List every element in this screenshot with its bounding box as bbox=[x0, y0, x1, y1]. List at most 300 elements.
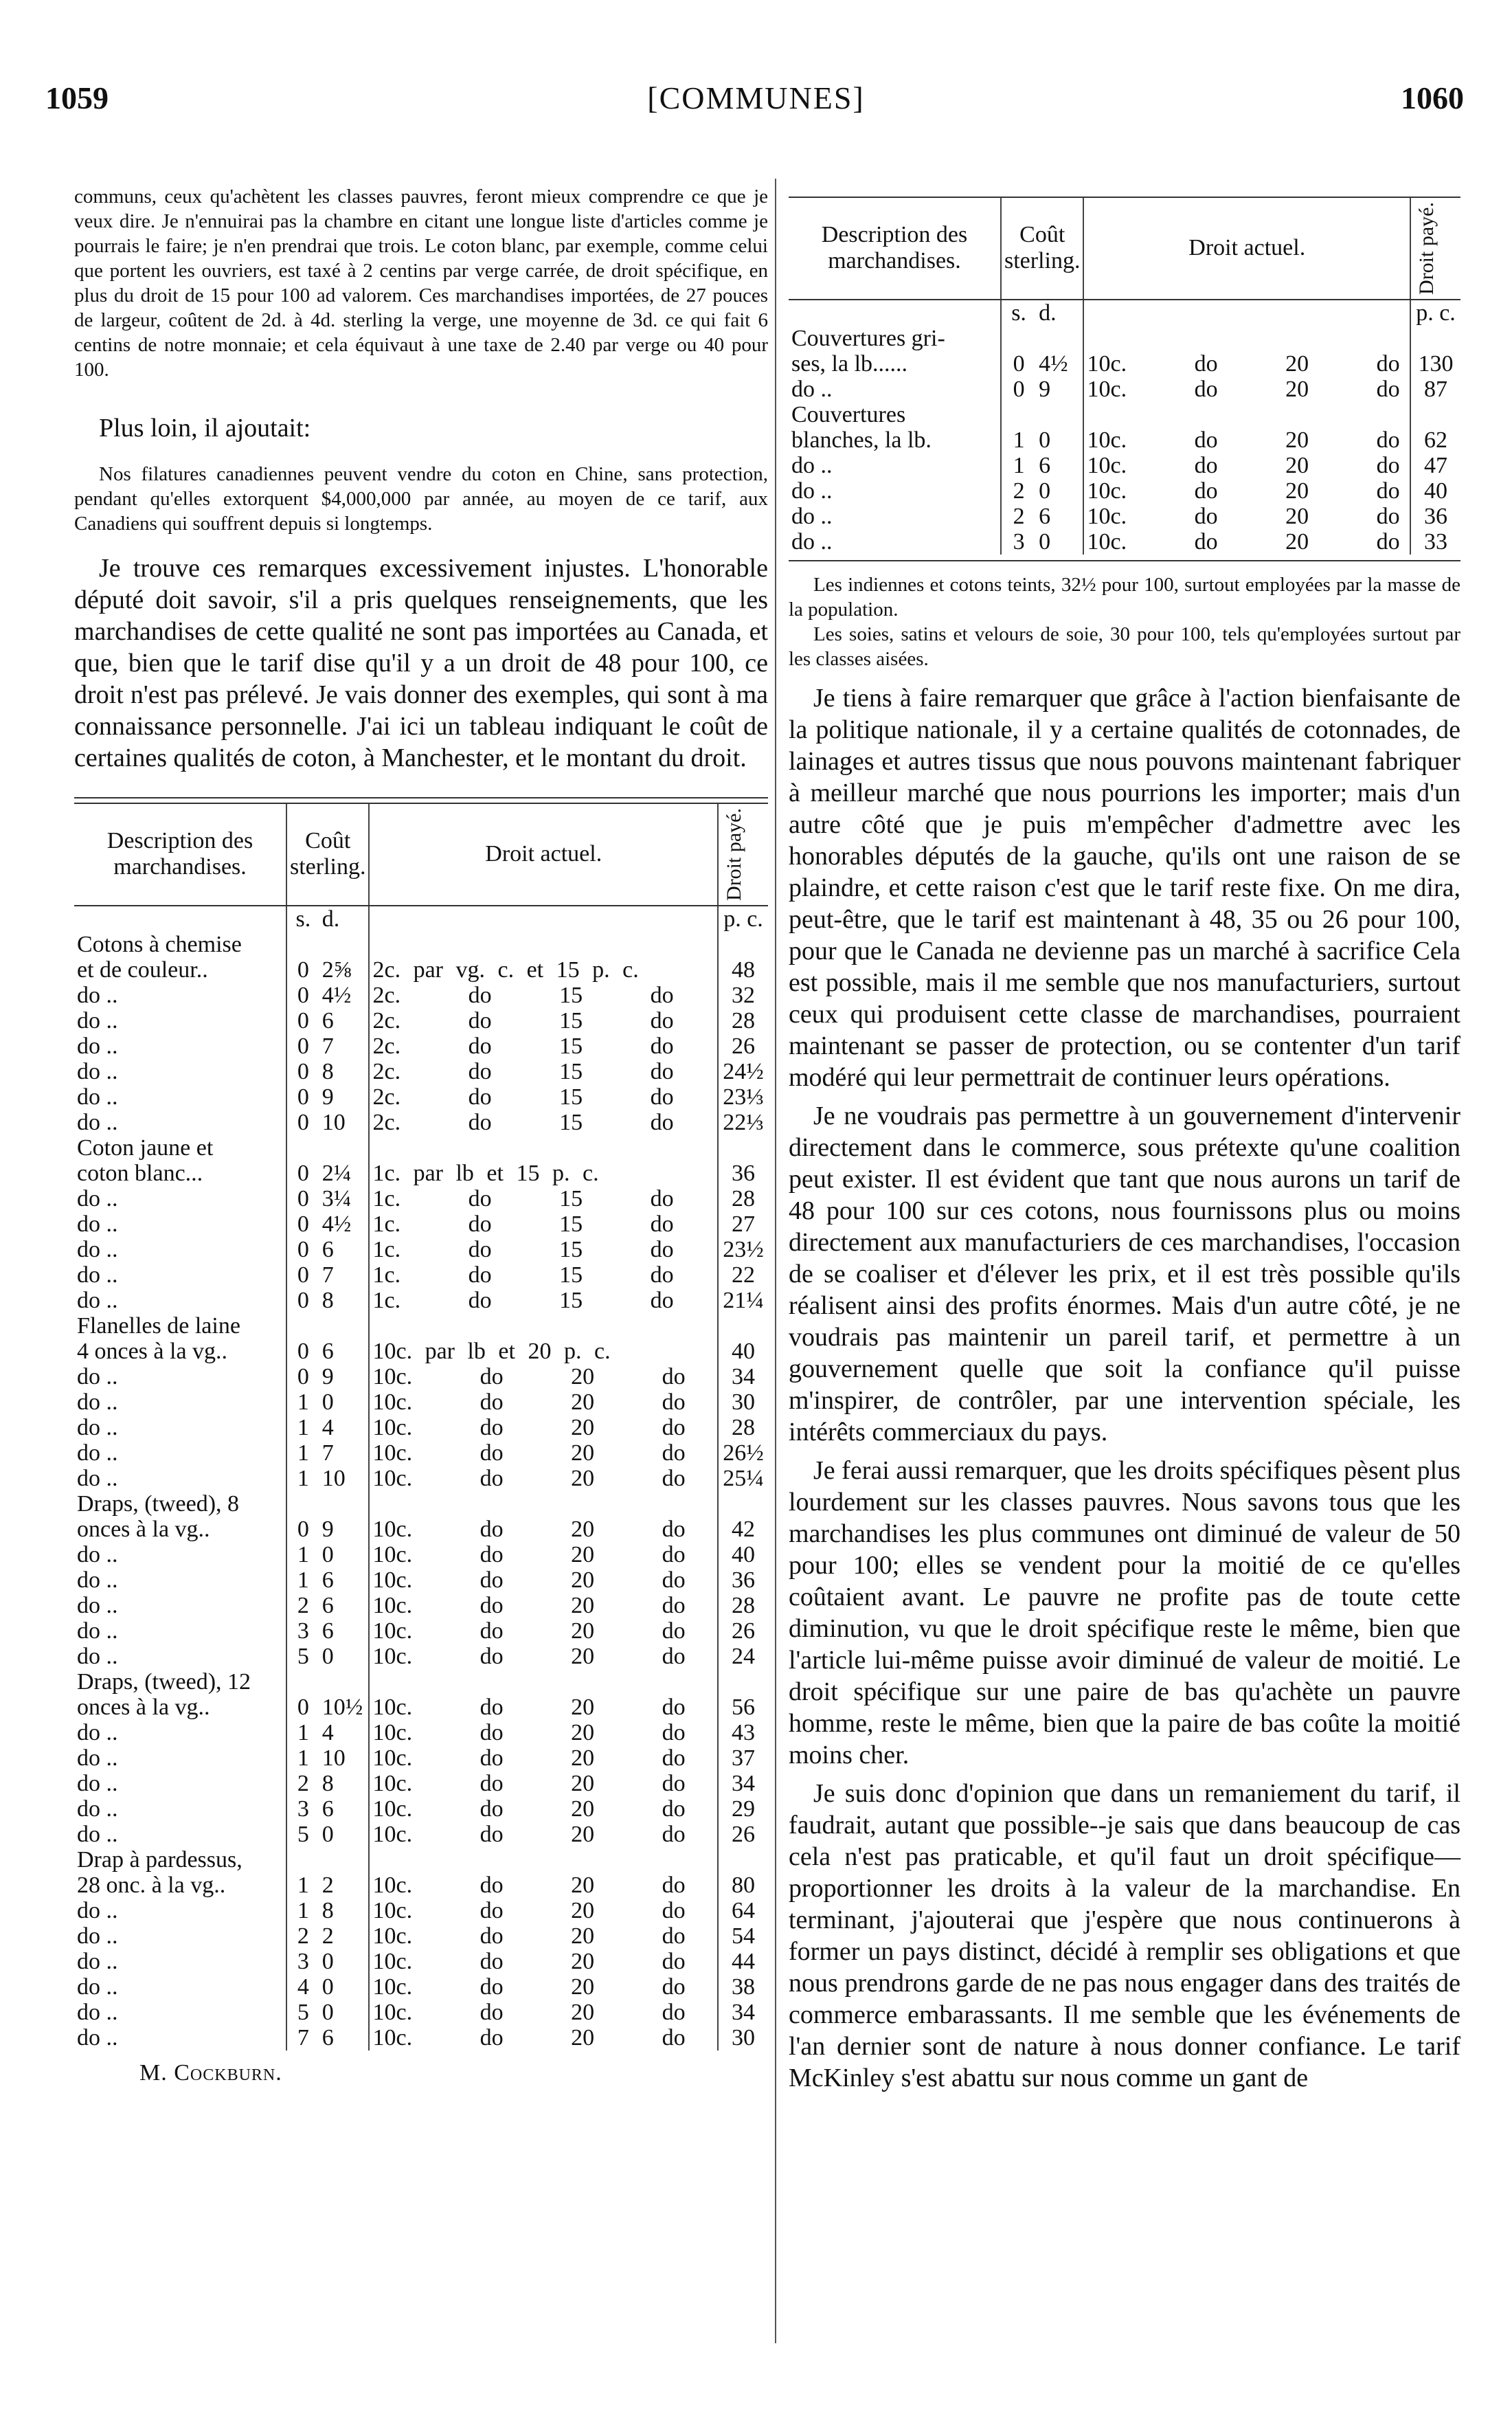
cell-paid: 22 bbox=[718, 1262, 768, 1288]
table-row bbox=[74, 1847, 768, 1873]
cell-paid: 22⅓ bbox=[718, 1110, 768, 1135]
cell-duty: 2c. do 15 do bbox=[369, 1110, 718, 1135]
cell-shillings bbox=[286, 1491, 319, 1517]
cell-pence bbox=[319, 932, 370, 957]
cell-description: do .. bbox=[77, 1185, 118, 1211]
cell-description: onces à la vg.. bbox=[77, 1694, 210, 1720]
cell-description: Couvertures gri- bbox=[791, 325, 945, 351]
cell-shillings: 0 bbox=[286, 957, 319, 983]
cell-shillings bbox=[286, 1135, 319, 1161]
cell-paid: 40 bbox=[718, 1339, 768, 1364]
cell-pence: 10 bbox=[321, 1465, 346, 1491]
cell-pence: 9 bbox=[321, 1516, 334, 1542]
table-row bbox=[789, 377, 1460, 402]
paragraph: Plus loin, il ajoutait: bbox=[99, 414, 311, 443]
cell-description: do .. bbox=[77, 1440, 118, 1466]
cell-paid: 47 bbox=[1410, 453, 1460, 478]
cell-duty: 10c. do 20 do bbox=[369, 1517, 718, 1542]
cell-paid: 40 bbox=[1410, 478, 1460, 504]
unit-pence: d. bbox=[321, 906, 340, 932]
cell-duty: 2c. do 15 do bbox=[369, 1033, 718, 1059]
cell-duty: 10c. do 20 do bbox=[369, 1822, 718, 1847]
table-row bbox=[74, 983, 768, 1008]
table-row bbox=[789, 402, 1460, 427]
cell-description: do .. bbox=[77, 1033, 118, 1059]
cell-duty: 10c. do 20 do bbox=[369, 2000, 718, 2025]
table-row bbox=[74, 1771, 768, 1796]
cell-pence: 0 bbox=[321, 1389, 334, 1415]
cell-description: do .. bbox=[77, 1974, 118, 2000]
paragraph: Je tiens à faire remarquer que grâce à l'action bienfaisante de la politique nationale, il y a certaine qualités de cotonnades, de lainages et autres tissus que nous pouvons maintenant fabriquer à meilleur marché que nous pourrions les importer; mais d'un autre côté que je puis m'empêcher d'admettre avec les honorables députés de la gauche, qu'ils ont une raison de se plaindre, et cette raison c'est que le tarif reste fixe. On me dira, peut-être, que le tarif est maintenant à 48, 35 ou 26 pour 100, pour que le Canada ne devienne pas un marché à sacrifice Cela est possible, mais il me semble que nos manufacturiers, surtout ceux qui produisent cette classe de marchandises, pourraient maintenant se passer de protection, ou se contenter d'un tarif modéré qui leur permettrait de continuer leurs opérations. bbox=[789, 683, 1460, 1092]
cell-paid bbox=[718, 1135, 768, 1161]
cell-pence: 10½ bbox=[321, 1694, 363, 1720]
cell-paid: 38 bbox=[718, 1974, 768, 2000]
cell-shillings: 5 bbox=[286, 1822, 319, 1847]
cell-description: do .. bbox=[77, 1363, 118, 1389]
cell-paid: 34 bbox=[718, 1771, 768, 1796]
cell-description: blanches, la lb. bbox=[791, 427, 932, 453]
cell-paid: 33 bbox=[1410, 529, 1460, 555]
cell-description: Cotons à chemise bbox=[77, 931, 242, 957]
paragraph: Je ne voudrais pas permettre à un gouvernement d'intervenir directement dans le commerce, sous prétexte qu'une coalition peut exister. Il est évident que tant que nous aurons un tarif de 48 pour 100 sur ces cotons, nous fournissons plus ou moins directement aux manufacturiers de ces marchandises, l'occasion de se coaliser et d'élever les prix, et il est très possible qu'ils réalisent ainsi des profits énormes. Mais d'un autre côté, je ne voudrais pas maintenir un pareil tarif, et permettre à un gouvernement quelle que soit la confiance qu'il puisse m'inspirer, de contrôler, par une intervention spéciale, les intérêts commerciaux du pays. bbox=[789, 1101, 1460, 1446]
cell-shillings: 0 bbox=[286, 1364, 319, 1389]
cell-duty bbox=[1083, 326, 1410, 351]
unit-percent: p. c. bbox=[1410, 300, 1460, 326]
cell-pence: 0 bbox=[1039, 528, 1051, 555]
cell-pence: 2 bbox=[321, 1872, 334, 1898]
cell-duty: 10c. do 20 do bbox=[369, 1720, 718, 1745]
cell-shillings: 0 bbox=[286, 1211, 319, 1237]
cell-pence: 6 bbox=[321, 1007, 334, 1033]
cell-pence bbox=[319, 1491, 370, 1517]
cell-shillings: 0 bbox=[286, 1084, 319, 1110]
cell-description: do .. bbox=[77, 1618, 118, 1644]
cell-duty: 10c. do 20 do bbox=[369, 1745, 718, 1771]
cell-description: do .. bbox=[77, 1236, 118, 1262]
table-row bbox=[789, 453, 1460, 478]
cell-pence: 10 bbox=[321, 1745, 346, 1771]
cell-pence bbox=[319, 1669, 370, 1695]
cell-description: do .. bbox=[77, 2024, 118, 2051]
cell-paid: 36 bbox=[718, 1161, 768, 1186]
cell-description: do .. bbox=[77, 1643, 118, 1669]
cell-description: do .. bbox=[77, 1948, 118, 1974]
cell-paid: 26½ bbox=[718, 1440, 768, 1466]
cell-description: do .. bbox=[77, 1999, 118, 2025]
col-header-description: Description des marchandises. bbox=[106, 828, 253, 880]
table-row bbox=[74, 1084, 768, 1110]
cell-shillings: 3 bbox=[286, 1949, 319, 1974]
cell-duty: 10c. do 20 do bbox=[1083, 427, 1410, 453]
table-row bbox=[74, 1339, 768, 1364]
cell-description: Draps, (tweed), 8 bbox=[77, 1490, 240, 1517]
cell-pence: 8 bbox=[321, 1770, 334, 1796]
cell-description: Flanelles de laine bbox=[77, 1312, 240, 1339]
cell-pence: 6 bbox=[321, 1236, 334, 1262]
cell-duty: 10c. do 20 do bbox=[369, 1644, 718, 1669]
quoted-line-2: Les soies, satins et velours de soie, 30 pour 100, tels qu'employées surtout par les classes aisées. bbox=[789, 623, 1460, 670]
table-row bbox=[74, 1745, 768, 1771]
cell-paid: 25¼ bbox=[718, 1466, 768, 1491]
page-number-right: 1060 bbox=[1401, 80, 1464, 115]
cell-duty bbox=[369, 1491, 718, 1517]
cell-description: do .. bbox=[77, 1262, 118, 1288]
cell-shillings: 2 bbox=[1001, 504, 1036, 529]
cell-pence: 0 bbox=[321, 1948, 334, 1974]
cell-shillings: 0 bbox=[286, 1262, 319, 1288]
table-row bbox=[74, 1186, 768, 1211]
table-row bbox=[74, 1644, 768, 1669]
cell-paid: 34 bbox=[718, 2000, 768, 2025]
cell-duty: 10c. do 20 do bbox=[369, 1415, 718, 1440]
table-row bbox=[74, 1415, 768, 1440]
cell-shillings: 3 bbox=[286, 1796, 319, 1822]
cell-pence: 8 bbox=[321, 1058, 334, 1084]
cell-description: do .. bbox=[77, 1211, 118, 1237]
table-row bbox=[74, 1720, 768, 1745]
cell-duty: 10c. do 20 do bbox=[369, 1542, 718, 1567]
cell-shillings bbox=[286, 1313, 319, 1339]
cell-pence: 2 bbox=[321, 1923, 334, 1949]
table-row bbox=[74, 1822, 768, 1847]
table-row bbox=[74, 1567, 768, 1593]
cell-pence: 0 bbox=[1039, 427, 1051, 453]
cell-pence: 7 bbox=[321, 1262, 334, 1288]
cell-duty: 10c. do 20 do bbox=[369, 1389, 718, 1415]
cell-paid: 28 bbox=[718, 1186, 768, 1211]
cell-duty: 10c. do 20 do bbox=[369, 1974, 718, 2000]
unit-pence: d. bbox=[1039, 300, 1057, 326]
cell-shillings: 7 bbox=[286, 2025, 319, 2051]
table-row bbox=[74, 1669, 768, 1695]
cell-description: onces à la vg.. bbox=[77, 1516, 210, 1542]
cell-duty: 10c. do 20 do bbox=[369, 2025, 718, 2051]
cell-description: do .. bbox=[77, 1897, 118, 1923]
quoted-speech-1: communs, ceux qu'achètent les classes pauvres, feront mieux comprendre ce que je veux dire. Je n'ennuirai pas la chambre en citant une longue liste d'articles comme je pourrais le faire; je n'en prendrai que trois. Le coton blanc, par exemple, comme celui que portent les ouvriers, est taxé à 2 centins par verge carrée, de droit spécifique, en plus du droit de 15 pour 100 ad valorem. Ces marchandises importées, de 27 pouces de largeur, coûtent de 2d. à 4d. sterling la verge, une moyenne de 3d. ce qui fait 6 centins de notre monnaie; et cela équivaut à une taxe de 2.40 par verge ou 40 pour 100. bbox=[74, 186, 768, 381]
cell-pence: 4½ bbox=[321, 982, 352, 1008]
cell-paid bbox=[1410, 402, 1460, 427]
table-row bbox=[789, 427, 1460, 453]
cell-shillings bbox=[1001, 326, 1036, 351]
cell-duty: 1c. par lb et 15 p. c. bbox=[369, 1161, 718, 1186]
cell-paid: 26 bbox=[718, 1033, 768, 1059]
cell-shillings: 2 bbox=[286, 1593, 319, 1618]
cell-pence: 6 bbox=[321, 1796, 334, 1822]
cell-duty: 10c. do 20 do bbox=[369, 1873, 718, 1898]
cell-shillings: 0 bbox=[286, 1033, 319, 1059]
cell-description: 28 onc. à la vg.. bbox=[77, 1872, 226, 1898]
cell-paid: 26 bbox=[718, 1618, 768, 1644]
cell-duty: 10c. do 20 do bbox=[1083, 504, 1410, 529]
cell-shillings: 1 bbox=[286, 1440, 319, 1466]
cell-description: do .. bbox=[77, 1109, 118, 1135]
col-header-duty: Droit actuel. bbox=[369, 804, 718, 905]
cell-pence bbox=[319, 1847, 370, 1873]
paragraph: Je trouve ces remarques excessivement injustes. L'honorable député doit savoir, s'il a pris quelques renseignements, que les marchandises de cette qualité ne sont pas importées au Canada, et que, bien que le tarif dise qu'il y a un droit de 48 pour 100, ce droit n'est pas prélevé. Je vais donner des exemples, qui sont à ma connaissance personnelle. J'ai ici un tableau indiquant le coût de certaines qualités de coton, à Manchester, et le montant du droit. bbox=[74, 554, 768, 772]
col-header-description: Description des marchandises. bbox=[821, 222, 968, 274]
right-column bbox=[789, 197, 1460, 2094]
cell-paid: 32 bbox=[718, 983, 768, 1008]
cell-pence: 8 bbox=[321, 1897, 334, 1923]
cell-paid: 23⅓ bbox=[718, 1084, 768, 1110]
cell-paid: 42 bbox=[718, 1517, 768, 1542]
cell-description: Drap à pardessus, bbox=[77, 1846, 242, 1873]
cell-pence: 6 bbox=[321, 1567, 334, 1593]
cell-shillings: 0 bbox=[286, 1695, 319, 1720]
cell-description: do .. bbox=[791, 376, 833, 402]
cell-duty: 1c. do 15 do bbox=[369, 1237, 718, 1262]
cell-duty: 10c. do 20 do bbox=[1083, 529, 1410, 555]
cell-paid: 54 bbox=[718, 1923, 768, 1949]
cell-shillings: 0 bbox=[286, 1110, 319, 1135]
cell-shillings: 1 bbox=[1001, 427, 1036, 453]
cell-duty bbox=[369, 1669, 718, 1695]
cell-pence bbox=[319, 1313, 370, 1339]
cell-shillings: 1 bbox=[1001, 453, 1036, 478]
table-row bbox=[74, 1949, 768, 1974]
table-row bbox=[74, 1059, 768, 1084]
cell-duty: 1c. do 15 do bbox=[369, 1262, 718, 1288]
cell-pence: 4 bbox=[321, 1719, 334, 1745]
table-row bbox=[74, 1008, 768, 1033]
cell-paid: 28 bbox=[718, 1593, 768, 1618]
table-row bbox=[74, 1110, 768, 1135]
table-row bbox=[74, 1288, 768, 1313]
cell-duty: 10c. do 20 do bbox=[369, 1771, 718, 1796]
cell-shillings: 3 bbox=[1001, 529, 1036, 555]
cell-description: Coton jaune et bbox=[77, 1135, 214, 1161]
table-row bbox=[789, 478, 1460, 504]
cell-shillings: 1 bbox=[286, 1873, 319, 1898]
cell-duty: 10c. do 20 do bbox=[1083, 478, 1410, 504]
cell-duty: 2c. do 15 do bbox=[369, 1084, 718, 1110]
table-row bbox=[74, 1313, 768, 1339]
cell-paid: 48 bbox=[718, 957, 768, 983]
table-row bbox=[74, 1491, 768, 1517]
cell-description: Couvertures bbox=[791, 401, 906, 427]
cell-paid: 26 bbox=[718, 1822, 768, 1847]
cell-pence: 9 bbox=[1039, 376, 1051, 402]
cell-description: do .. bbox=[77, 1287, 118, 1313]
table-row bbox=[74, 1695, 768, 1720]
cell-duty: 10c. do 20 do bbox=[369, 1923, 718, 1949]
cell-duty: 10c. do 20 do bbox=[369, 1593, 718, 1618]
cell-description: do .. bbox=[77, 1796, 118, 1822]
cell-pence: 0 bbox=[1039, 478, 1051, 504]
cell-shillings: 5 bbox=[286, 1644, 319, 1669]
cell-shillings: 3 bbox=[286, 1618, 319, 1644]
cell-shillings: 0 bbox=[286, 1059, 319, 1084]
cell-shillings: 1 bbox=[286, 1389, 319, 1415]
cell-shillings: 0 bbox=[286, 1161, 319, 1186]
col-header-cost: Coût sterling. bbox=[286, 804, 369, 905]
cell-pence: 0 bbox=[321, 1643, 334, 1669]
cell-pence: 9 bbox=[321, 1363, 334, 1389]
cell-shillings: 2 bbox=[286, 1771, 319, 1796]
cell-duty bbox=[369, 932, 718, 957]
cell-pence: 9 bbox=[321, 1084, 334, 1110]
cell-pence: 6 bbox=[1039, 503, 1051, 529]
cell-duty: 1c. do 15 do bbox=[369, 1288, 718, 1313]
quoted-speech-2: Nos filatures canadiennes peuvent vendre du coton en Chine, sans protection, pendant qu'elles extorquent $4,000,000 par année, au moyen de ce tarif, aux Canadiens qui souffrent depuis si longtemps. bbox=[74, 463, 768, 535]
cell-duty bbox=[369, 1847, 718, 1873]
cell-paid: 56 bbox=[718, 1695, 768, 1720]
cell-paid: 43 bbox=[718, 1720, 768, 1745]
table-row bbox=[74, 1873, 768, 1898]
cell-paid: 44 bbox=[718, 1949, 768, 1974]
cell-paid: 34 bbox=[718, 1364, 768, 1389]
page-number-left: 1059 bbox=[45, 80, 109, 115]
table-row bbox=[74, 1796, 768, 1822]
unit-shillings: s. bbox=[1001, 300, 1036, 326]
cell-paid bbox=[1410, 326, 1460, 351]
cell-duty: 10c. do 20 do bbox=[369, 1796, 718, 1822]
table-row bbox=[74, 1033, 768, 1059]
unit-percent: p. c. bbox=[718, 906, 768, 932]
cell-pence bbox=[1036, 402, 1083, 427]
cell-paid: 23½ bbox=[718, 1237, 768, 1262]
cell-description: do .. bbox=[77, 1567, 118, 1593]
cell-paid: 40 bbox=[718, 1542, 768, 1567]
table-row bbox=[74, 1389, 768, 1415]
table-row bbox=[74, 1923, 768, 1949]
cell-paid: 62 bbox=[1410, 427, 1460, 453]
cell-pence: 6 bbox=[321, 2024, 334, 2051]
paragraph: Je ferai aussi remarquer, que les droits spécifiques pèsent plus lourdement sur les classes pauvres. Nous savons tous que les marchandises les plus communes ont diminué de valeur de 50 pour 100; elles se vendent pour la moitié de ce qu'elles coûtaient avant. Le pauvre ne profite pas de toute cette diminution, vu que le droit spécifique reste le même, bien que l'article lui-même puisse avoir diminué de valeur de moitié. Le droit spécifique sur une paire de bas qu'achète un pauvre homme, reste le même, bien que la paire de bas coûte la moitié moins cher. bbox=[789, 1455, 1460, 1769]
cell-duty: 1c. do 15 do bbox=[369, 1211, 718, 1237]
cell-description: do .. bbox=[77, 1007, 118, 1033]
cell-description: do .. bbox=[77, 1770, 118, 1796]
cell-description: Draps, (tweed), 12 bbox=[77, 1668, 251, 1695]
cell-description: do .. bbox=[77, 1923, 118, 1949]
cell-paid: 30 bbox=[718, 1389, 768, 1415]
cell-pence: 4 bbox=[321, 1414, 334, 1440]
cell-paid: 24 bbox=[718, 1644, 768, 1669]
cell-duty: 10c. do 20 do bbox=[369, 1364, 718, 1389]
paragraph: Je suis donc d'opinion que dans un remaniement du tarif, il faudrait, autant que possible--je sais que dans beaucoup de cas cela n'est pas praticable, et qu'il faut un droit spécifique—proportionner les droits à la valeur de la marchandise. En terminant, j'ajouterai que j'espère que nous continuerons à former un pays distinct, décidé à remplir ses obligations et que nous prendrons garde de ne pas nous engager dans des traités de commerce embarassants. Il me semble que les événements de l'an dernier sont de nature à nous donner confiance. Le tarif McKinley s'est abattu sur nous comme un gant de bbox=[789, 1778, 1460, 2092]
cell-pence: 4½ bbox=[321, 1211, 352, 1237]
cell-pence: 10 bbox=[321, 1109, 346, 1135]
table-row bbox=[74, 1898, 768, 1923]
cell-shillings bbox=[286, 932, 319, 957]
cell-paid: 28 bbox=[718, 1415, 768, 1440]
cell-paid: 87 bbox=[1410, 377, 1460, 402]
cell-description: do .. bbox=[791, 452, 833, 478]
table-row bbox=[74, 1262, 768, 1288]
cell-shillings bbox=[286, 1847, 319, 1873]
cell-paid: 64 bbox=[718, 1898, 768, 1923]
cell-paid: 29 bbox=[718, 1796, 768, 1822]
table-row bbox=[74, 1517, 768, 1542]
cell-shillings: 1 bbox=[286, 1542, 319, 1567]
cell-duty: 10c. do 20 do bbox=[1083, 351, 1410, 377]
cell-shillings bbox=[286, 1669, 319, 1695]
cell-pence: 7 bbox=[321, 1440, 334, 1466]
cell-description: do .. bbox=[77, 1541, 118, 1567]
cell-shillings: 0 bbox=[286, 1237, 319, 1262]
table-row bbox=[74, 1618, 768, 1644]
cell-description: ses, la lb...... bbox=[791, 350, 908, 377]
cell-shillings: 0 bbox=[286, 1008, 319, 1033]
cell-shillings: 1 bbox=[286, 1745, 319, 1771]
cell-description: do .. bbox=[791, 528, 833, 555]
cell-shillings: 1 bbox=[286, 1567, 319, 1593]
cell-pence: 4½ bbox=[1039, 350, 1068, 377]
cell-duty: 2c. do 15 do bbox=[369, 1008, 718, 1033]
cell-paid bbox=[718, 1847, 768, 1873]
table-row bbox=[74, 1974, 768, 2000]
cell-duty bbox=[369, 1313, 718, 1339]
table-row bbox=[789, 326, 1460, 351]
cell-duty: 10c. do 20 do bbox=[369, 1466, 718, 1491]
cell-shillings: 0 bbox=[286, 1186, 319, 1211]
cell-shillings: 2 bbox=[286, 1923, 319, 1949]
table-row bbox=[74, 1466, 768, 1491]
cell-description: coton blanc... bbox=[77, 1160, 203, 1186]
cell-paid bbox=[718, 1313, 768, 1339]
cell-duty bbox=[1083, 402, 1410, 427]
cell-paid bbox=[718, 932, 768, 957]
table-row bbox=[74, 932, 768, 957]
cell-description: 4 onces à la vg.. bbox=[77, 1338, 228, 1364]
tariff-table bbox=[789, 198, 1460, 555]
cell-pence: 0 bbox=[321, 1541, 334, 1567]
cell-shillings bbox=[1001, 402, 1036, 427]
cell-paid: 37 bbox=[718, 1745, 768, 1771]
cell-duty bbox=[369, 1135, 718, 1161]
col-header-paid: Droit payé. bbox=[718, 804, 768, 905]
cell-description: do .. bbox=[791, 478, 833, 504]
cell-pence: 2⅝ bbox=[321, 957, 352, 983]
cell-shillings: 2 bbox=[1001, 478, 1036, 504]
table-row bbox=[74, 957, 768, 983]
tariff-table bbox=[74, 804, 768, 2051]
cell-duty: 10c. do 20 do bbox=[369, 1898, 718, 1923]
speaker-signature: M. Cockburn. bbox=[139, 2059, 282, 2086]
table-row bbox=[74, 2025, 768, 2051]
cell-pence: 2¼ bbox=[321, 1160, 352, 1186]
cell-shillings: 1 bbox=[286, 1720, 319, 1745]
cell-shillings: 5 bbox=[286, 2000, 319, 2025]
cell-duty: 10c. do 20 do bbox=[1083, 453, 1410, 478]
cell-shillings: 0 bbox=[286, 1288, 319, 1313]
quoted-line-1: Les indiennes et cotons teints, 32½ pour 100, surtout employées par la masse de la population. bbox=[789, 573, 1460, 621]
cell-duty: 10c. do 20 do bbox=[369, 1949, 718, 1974]
table-row bbox=[74, 1542, 768, 1567]
cell-description: do .. bbox=[791, 503, 833, 529]
cell-paid: 36 bbox=[1410, 504, 1460, 529]
cell-pence bbox=[319, 1135, 370, 1161]
cell-paid: 130 bbox=[1410, 351, 1460, 377]
cell-shillings: 0 bbox=[286, 983, 319, 1008]
table-row bbox=[74, 2000, 768, 2025]
cell-description: do .. bbox=[77, 982, 118, 1008]
cell-description: do .. bbox=[77, 1414, 118, 1440]
cell-duty: 10c. do 20 do bbox=[369, 1440, 718, 1466]
left-column bbox=[74, 184, 768, 2086]
cell-pence: 3¼ bbox=[321, 1185, 352, 1211]
col-header-paid: Droit payé. bbox=[1410, 198, 1460, 299]
cell-description: do .. bbox=[77, 1389, 118, 1415]
cell-pence: 6 bbox=[1039, 452, 1051, 478]
cell-paid: 21¼ bbox=[718, 1288, 768, 1313]
cell-paid: 80 bbox=[718, 1873, 768, 1898]
cell-description: do .. bbox=[77, 1745, 118, 1771]
cell-paid: 24½ bbox=[718, 1059, 768, 1084]
cell-shillings: 0 bbox=[286, 1339, 319, 1364]
cell-duty: 10c. do 20 do bbox=[369, 1618, 718, 1644]
table-row bbox=[74, 1161, 768, 1186]
